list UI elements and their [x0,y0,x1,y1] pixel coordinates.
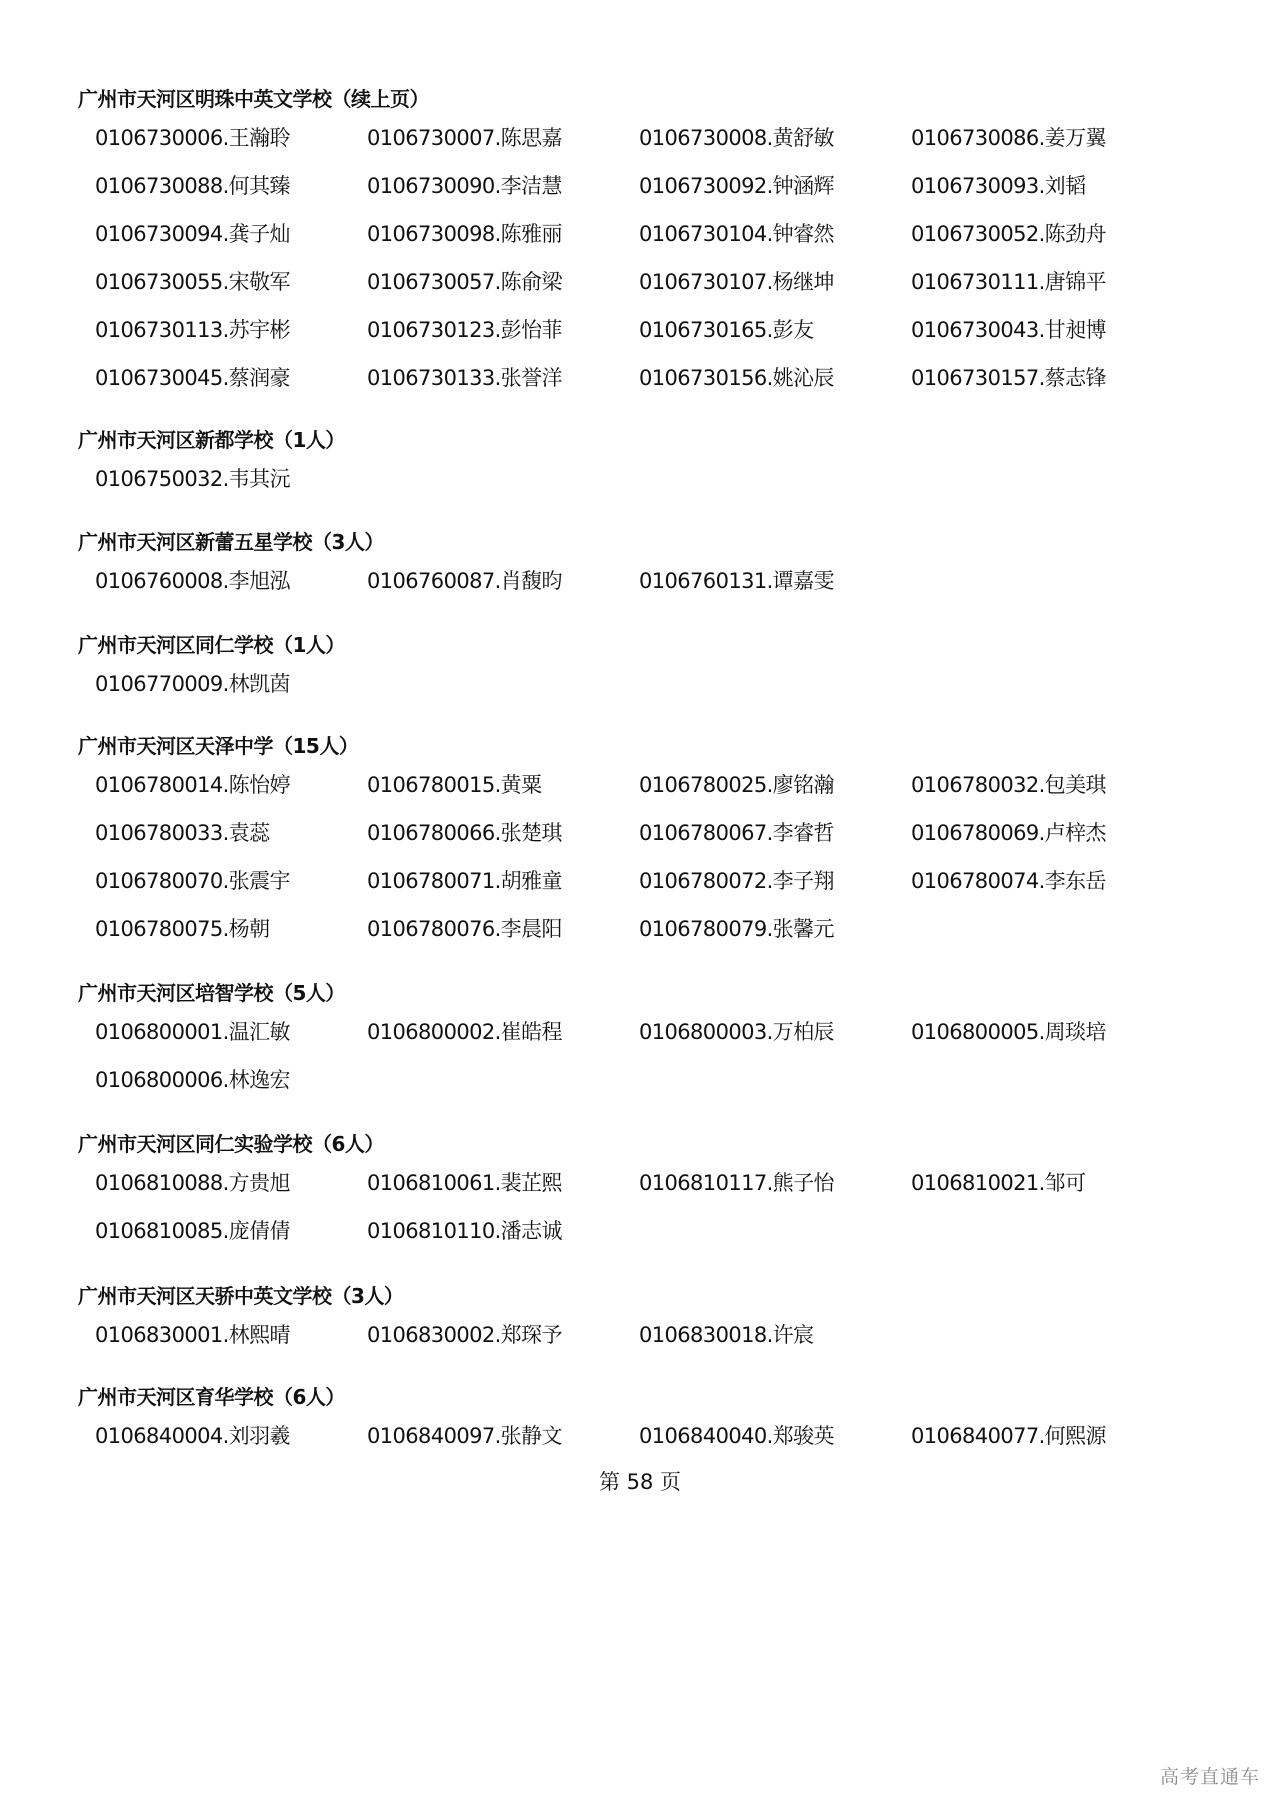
school-section [78,1382,1218,1460]
student-entry: 0106750032.韦其沅 [95,467,290,491]
student-entry: 0106760087.肖馥昀 [367,569,562,593]
school-section [78,731,1218,953]
student-entry: 0106730086.姜万翼 [911,126,1106,150]
student-entry: 0106730057.陈俞梁 [367,270,562,294]
student-entry: 0106730045.蔡润豪 [95,366,290,390]
student-entry: 0106730093.刘韬 [911,174,1086,198]
student-entry: 0106800006.林逸宏 [95,1068,290,1092]
student-entry: 0106780032.包美琪 [911,773,1106,797]
student-entry: 0106730007.陈思嘉 [367,126,562,150]
student-list [95,1311,1218,1359]
student-entry: 0106730104.钟睿然 [639,222,834,246]
school-section [78,1281,1218,1359]
school-title: 广州市天河区天泽中学（15人） [78,734,359,758]
student-entry: 0106810061.裴芷熙 [367,1171,562,1195]
student-entry: 0106780033.袁蕊 [95,821,270,845]
school-title: 广州市天河区新都学校（1人） [78,428,345,452]
student-entry: 0106840004.刘羽羲 [95,1424,290,1448]
student-entry: 0106810110.潘志诚 [367,1219,562,1243]
student-entry: 0106730052.陈劲舟 [911,222,1106,246]
school-section [78,1129,1218,1255]
student-entry: 0106800003.万柏辰 [639,1020,834,1044]
school-section [78,425,1218,503]
student-entry: 0106780079.张馨元 [639,917,834,941]
student-entry: 0106730090.李洁慧 [367,174,562,198]
student-entry: 0106810117.熊子怡 [639,1171,834,1195]
student-list [95,1412,1218,1460]
student-entry: 0106830018.许宸 [639,1323,814,1347]
student-entry: 0106770009.林凯茵 [95,672,290,696]
student-entry: 0106840077.何熙源 [911,1424,1106,1448]
student-entry: 0106810085.庞倩倩 [95,1219,290,1243]
student-entry: 0106780071.胡雅童 [367,869,562,893]
student-entry: 0106780069.卢梓杰 [911,821,1106,845]
student-entry: 0106810088.方贵旭 [95,1171,290,1195]
student-entry: 0106780072.李子翔 [639,869,834,893]
student-entry: 0106830001.林熙晴 [95,1323,290,1347]
student-entry: 0106730092.钟涵辉 [639,174,834,198]
student-list [95,660,1218,708]
student-entry: 0106760008.李旭泓 [95,569,290,593]
student-entry: 0106810021.邹可 [911,1171,1086,1195]
student-list [95,557,1218,605]
student-entry: 0106730008.黄舒敏 [639,126,834,150]
student-entry: 0106730157.蔡志锋 [911,366,1106,390]
student-entry: 0106780014.陈怡婷 [95,773,290,797]
student-entry: 0106730107.杨继坤 [639,270,834,294]
student-entry: 0106730055.宋敬军 [95,270,290,294]
student-list [95,455,1218,503]
student-entry: 0106780066.张楚琪 [367,821,562,845]
school-section [78,84,1218,402]
school-title: 广州市天河区育华学校（6人） [78,1385,345,1409]
student-entry: 0106780025.廖铭瀚 [639,773,834,797]
school-title: 广州市天河区明珠中英文学校（续上页） [78,87,429,111]
school-title: 广州市天河区同仁实验学校（6人） [78,1132,384,1156]
page-number: 第 58 页 [598,1470,682,1494]
student-entry: 0106780070.张震宇 [95,869,290,893]
student-entry: 0106730094.龚子灿 [95,222,290,246]
student-entry: 0106840040.郑骏英 [639,1424,834,1448]
student-entry: 0106730113.苏宇彬 [95,318,290,342]
student-entry: 0106730006.王瀚聆 [95,126,290,150]
school-title: 广州市天河区培智学校（5人） [78,981,345,1005]
school-section [78,978,1218,1104]
student-entry: 0106760131.谭嘉雯 [639,569,834,593]
student-entry: 0106780067.李睿哲 [639,821,834,845]
school-section [78,527,1218,605]
student-entry: 0106780075.杨朝 [95,917,270,941]
student-list [95,1159,1218,1255]
student-entry: 0106730123.彭怡菲 [367,318,562,342]
student-entry: 0106800002.崔皓程 [367,1020,562,1044]
student-entry: 0106730043.甘昶博 [911,318,1106,342]
student-entry: 0106830002.郑琛予 [367,1323,562,1347]
student-entry: 0106730165.彭友 [639,318,814,342]
student-entry: 0106780015.黄粟 [367,773,542,797]
student-list [95,761,1218,953]
student-entry: 0106800005.周琰培 [911,1020,1106,1044]
student-list [95,114,1218,402]
school-title: 广州市天河区新蕾五星学校（3人） [78,530,384,554]
school-section [78,630,1218,708]
student-entry: 0106780074.李东岳 [911,869,1106,893]
student-entry: 0106730133.张誉洋 [367,366,562,390]
student-entry: 0106800001.温汇敏 [95,1020,290,1044]
student-list [95,1008,1218,1104]
school-title: 广州市天河区天骄中英文学校（3人） [78,1284,404,1308]
student-entry: 0106780076.李晨阳 [367,917,562,941]
student-entry: 0106840097.张静文 [367,1424,562,1448]
student-entry: 0106730088.何其臻 [95,174,290,198]
student-entry: 0106730098.陈雅丽 [367,222,562,246]
watermark: 高考直通车 [1159,1766,1260,1788]
student-entry: 0106730111.唐锦平 [911,270,1106,294]
school-title: 广州市天河区同仁学校（1人） [78,633,345,657]
student-entry: 0106730156.姚沁辰 [639,366,834,390]
